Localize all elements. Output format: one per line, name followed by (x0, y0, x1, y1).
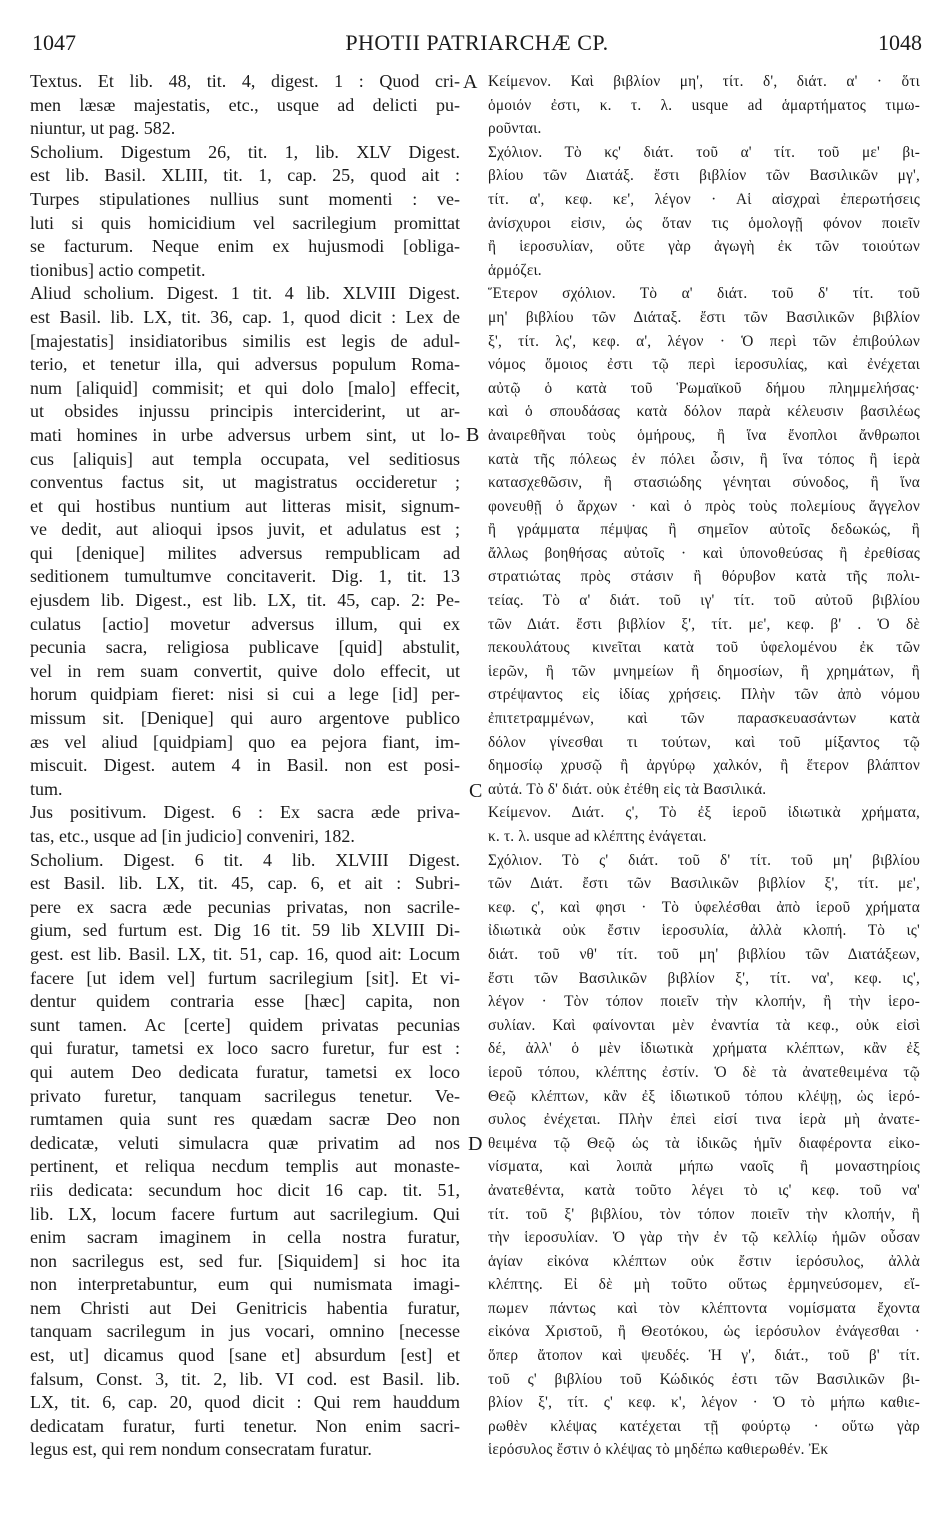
greek-text-line: πωμεν πάντως καὶ τὸν κλέπτοντα νομίσματα ἔχοντα (488, 1299, 920, 1317)
latin-text-line: lib. LX, locum facere furtum aut sacrilegium. Qui (30, 1203, 460, 1224)
latin-text-line: est Basil. lib. LX, tit. 36, cap. 1, quod dicit : Lex de (30, 306, 460, 327)
section-marker-d: D (468, 1133, 483, 1155)
latin-text-line: tanquam sacrilegum in jus vocari, omnino [necesse (30, 1321, 460, 1342)
latin-text-line: riis dedicata: secundum hoc dicit 16 cap. tit. 51, (30, 1179, 460, 1200)
greek-text-line: ὁμοιόν ἐστι, κ. τ. λ. usque ad ἁμαρτήματος τιμω- (488, 96, 920, 114)
latin-text-line: tionibus] actio competit. (30, 259, 206, 280)
greek-text-line: νίσματα, καὶ λοιπὰ μήπω ναοῖς ἢ μοναστηρίοις (488, 1158, 920, 1176)
greek-text-line: φονευθῇ ὁ ἄρχων · καὶ ὁ πρὸς τοὺς πολεμίους ἄγγελον (488, 497, 920, 515)
latin-text-line: num [aliquid] commisit; et qui dolo [malo] effecit, (30, 377, 460, 398)
greek-text-line: ροῦνται. (488, 120, 542, 138)
greek-text-line: λέγον · Τὸν τόπον ποιεῖν τὴν κλοπήν, ἢ τὴν ἱερο- (488, 993, 920, 1011)
greek-text-line: ἐπιτετραμμένων, καὶ τῶν παρασκευασάντων κατὰ (488, 710, 920, 728)
greek-text-line: ἀνίσχυροι εἰσιν, ὡς ὅταν τις ὁμολογῇ φόνον ποιεῖν (488, 214, 920, 232)
latin-text-line: facere [ut idem vel] furtum sacrilegium [sit]. Et vi- (30, 967, 460, 988)
greek-text-line: τοῦ ς' βιβλίου τοῦ Κώδικός ἐστι τῶν Βασιλικῶν βι- (488, 1370, 920, 1388)
latin-column (30, 70, 460, 1530)
latin-text-line: dedicatam furatur, furti tenetur. Non enim sacri- (30, 1415, 460, 1436)
greek-text-line: δόλον γίνεσθαι τι τούτων, καὶ τοῦ μίξαντος τῷ (488, 733, 920, 751)
latin-text-line: dedicatæ, veluti simulacra quæ privatim ad nos (30, 1132, 460, 1153)
greek-text-line: ἢ ἱεροσυλίαν, οὔτε γὰρ ἀγωγὴ ἐκ τῶν τοιούτων (488, 238, 920, 256)
greek-text-line: ἔστι τῶν Βασιλικῶν βιβλίον ξ', τίτ. να', κεφ. ις', (488, 969, 920, 987)
greek-text-line: ἀνατεθέντα, κατὰ τοῦτο λέγει τὸ ις' κεφ. τοῦ να' (488, 1181, 920, 1199)
greek-text-line: ἀναιρεθῆναι τοὺς ὁμήρους, ἢ ἵνα ἔνοπλοι ἄνθρωποι (488, 426, 920, 444)
greek-text-line: αὐτά. Τὸ δ' διάτ. οὐκ ἐτέθη εἰς τὰ Βασιλικά. (488, 780, 767, 798)
greek-text-line: θειμένα τῷ Θεῷ ὡς τὰ ἰδικῶς ἡμῖν διαφέροντα εἰκο- (488, 1134, 920, 1152)
greek-text-line: βλίον ξ', τίτ. ς' κεφ. κ', λέγον · Ὁ τὸ μήπω καθιε- (488, 1394, 920, 1412)
latin-text-line: horum quidpiam fieret: nisi si cui a lege [id] per- (30, 684, 460, 705)
latin-text-line: ut obsides injussu principis interciderint, ut ar- (30, 401, 460, 422)
latin-text-line: privato furetur, tanquam sacrilegus tenetur. Ve- (30, 1085, 460, 1106)
page-number-right: 1048 (878, 30, 922, 55)
latin-text-line: se facturum. Neque enim ex hujusmodi [obliga- (30, 236, 460, 257)
greek-text-line: στρατιώτας πρὸς στάσιν ἢ θόρυβον κατὰ τῆς πολι- (488, 568, 920, 586)
latin-text-line: sunt tamen. Ac [certe] quidem privatas pecunias (30, 1014, 460, 1035)
latin-text-line: culatus [actio] movetur adversus illum, qui ex (30, 613, 460, 634)
greek-text-line: ἱερῶν, ἢ τῶν μνημείων ἢ δημοσίων, ἢ χρημάτων, ἢ (488, 662, 920, 680)
latin-text-line: qui [denique] milites adversus rempublicam ad (30, 542, 460, 563)
greek-text-line: κατὰ τῆς πόλεως ἐν πόλει ὦσιν, ἢ ἵνα τόπος ἢ ἱερὰ (488, 450, 920, 468)
latin-text-line: enim sacram imaginem in cella nostra furatur, (30, 1227, 460, 1248)
section-marker-b: B (466, 424, 480, 446)
running-title: PHOTII PATRIARCHÆ CP. (345, 30, 609, 55)
greek-text-line: τὴν ἱεροσυλίαν. Ὁ γὰρ τὴν ἐν τῷ κελλίῳ ἡμῶν οὖσαν (488, 1229, 920, 1247)
latin-text-line: Scholium. Digest. 6 tit. 4 lib. XLVIII Digest. (30, 849, 460, 870)
greek-text-line: κατασχεθῶσιν, ἢ στασιώδης γένηται σύνοδος, ἢ ἵνα (488, 474, 920, 492)
section-marker-c: C (469, 780, 483, 802)
latin-text-line: non sacrilegus est, sed fur. [Siquidem] si hoc ita (30, 1250, 460, 1271)
greek-text-line: Κείμενον. Καὶ βιβλίον μη', τίτ. δ', διάτ. α' · ὅτι (488, 73, 920, 90)
latin-text-line: legus est, qui rem nondum consecratam furatur. (30, 1439, 372, 1460)
greek-text-line: τῶν Διάτ. ἔστι τῶν Βασιλικῶν βιβλίον ξ', τίτ. με', (488, 875, 920, 893)
greek-text-line: τῶν Διάτ. ἔστι βιβλίον ξ', τίτ. με', κεφ. β' . Ὁ δὲ (488, 615, 920, 633)
greek-text-line: ἄλλως βοηθήσας αὐτοῖς · καὶ ὑπονοθεύσας ἢ ἐρεθίσας (488, 544, 920, 562)
greek-text-line: κλέπτης. Εἰ δὲ μὴ τοῦτο οὕτως ἑρμηνεύσομεν, εἴ- (488, 1276, 920, 1294)
latin-text-line: conventus factus sit, ut magistratus occideretur ; (30, 472, 460, 493)
latin-text-line: Aliud scholium. Digest. 1 tit. 4 lib. XLVIII Digest. (30, 283, 460, 304)
latin-text-line: Scholium. Digestum 26, tit. 1, lib. XLV Digest. (30, 141, 460, 162)
latin-text-line: est Basil. lib. LX, tit. 45, cap. 6, et ait : Subri- (30, 873, 460, 894)
latin-text-line: gest. est lib. Basil. LX, tit. 51, cap. 16, quod ait: Locum (30, 943, 460, 964)
greek-text-line: Θεῷ κλέπτων, κἂν ἐξ ἰδιωτικοῦ τόπου κλέψῃ, ὡς ἱερό- (488, 1087, 920, 1105)
greek-text-line: καὶ ὁ σπουδάσας κατὰ δόλον παρὰ κέλευσιν βασιλέως (488, 403, 920, 421)
latin-text-line: mati homines in urbe adversus urbem sint, ut lo- (30, 424, 460, 445)
greek-text-line: Ἕτερον σχόλιον. Τὸ α' διάτ. τοῦ δ' τίτ. τοῦ (488, 285, 920, 303)
greek-text-line: νόμος ὅμοιος ἐστι τῷ περὶ ἱεροσυλίας, καὶ ἐνέχεται (488, 356, 920, 374)
latin-text-line: est lib. Basil. XLIII, tit. 1, cap. 25, quod ait : (30, 165, 460, 186)
greek-text-line: ἱερόσυλος ἔστιν ὁ κλέψας τὸ μηδέπω καθιερωθέν. Ἐκ (488, 1441, 829, 1459)
page-number-left: 1047 (32, 30, 76, 55)
greek-text-line: συλίαν. Καὶ φαίνονται μὲν ἐναντία τὰ κεφ., οὐκ εἰσὶ (488, 1016, 920, 1034)
greek-text-line: τίτ. τοῦ ξ' βιβλίου, τὸν τόπον ποιεῖν τὴν κλοπήν, ἢ (488, 1205, 920, 1223)
latin-text-line: cus [aliquis] aut templa occupata, vel seditiosus (30, 448, 460, 469)
greek-text-line: ἱεροῦ τόπου, κλέπτης ἐστίν. Ὁ δὲ τὰ ἀνατεθειμένα τῷ (488, 1063, 920, 1081)
greek-text-line: στρέψαντος εἰς ἰδίας χρήσεις. Πλὴν τῶν ἀπὸ νόμου (488, 686, 920, 704)
latin-text-line: pere ex sacra æde pecunias privatas, non sacrile- (30, 896, 460, 917)
latin-text-line: falsum, Const. 3, tit. 2, lib. VI cod. est Basil. lib. (30, 1368, 460, 1389)
greek-text-line: δέ, ἀλλ' ὁ μὲν ἰδιωτικὰ χρήματα κλέπτων, κἂν ἐξ (488, 1040, 920, 1058)
latin-text-line: pecunia sacra, religiosa publicave [quid] abstulit, (30, 637, 460, 658)
latin-text-line: miscuit. Digest. autem 4 in Basil. non est posi- (30, 755, 460, 776)
greek-text-line: ἰδιωτικὰ οὐκ ἔστιν ἱεροσυλία, ἀλλὰ κλοπή. Τὸ ις' (488, 922, 920, 940)
greek-text-line: τείας. Τὸ α' διάτ. τοῦ ιγ' τίτ. τοῦ αὐτοῦ βιβλίου (488, 592, 920, 610)
latin-text-line: tum. (30, 778, 63, 799)
greek-text-line: ξ', τίτ. λς', κεφ. α', λέγον · Ὁ περὶ τῶν ἐπιβούλων (488, 332, 920, 350)
greek-text-line: δημοσίῳ χρυσῷ ἢ ἀργύρῳ χαλκόν, ἢ ἕτερον βλάπτον (488, 757, 920, 775)
greek-text-line: τίτ. α', κεφ. κε', λέγον · Αἱ αἰσχραὶ ἐπερωτήσεις (488, 190, 920, 208)
greek-text-line: Σχόλιον. Τὸ κς' διάτ. τοῦ α' τίτ. τοῦ με' βι- (488, 143, 920, 161)
greek-text-line: διάτ. τοῦ νθ' τίτ. τοῦ μη' βιβλίου τῶν Διατάξεων, (488, 945, 920, 963)
latin-text-line: qui autem Deo dedicata furatur, tametsi ex loco (30, 1061, 460, 1082)
latin-text-line: æs vel aliud [quidpiam] quo ea pejora fiant, im- (30, 731, 460, 752)
page-header (32, 30, 922, 60)
greek-column (488, 70, 920, 1530)
greek-text-line: ἢ γράμματα πέμψας ἢ σημεῖον αὐτοῖς δεδωκώς, ἢ (488, 521, 920, 539)
latin-text-line: qui furatur, tametsi ex loco sacro furetur, fur est : (30, 1038, 460, 1059)
greek-text-line: κ. τ. λ. usque ad κλέπτης ἐνάγεται. (488, 828, 707, 845)
latin-text-line: men læsæ majestatis, etc., usque ad delicti pu- (30, 94, 460, 115)
latin-text-line: [majestatis] insidiatoribus similis est legis de adul- (30, 330, 460, 351)
latin-text-line: ve dedit, aut alioqui ipsos juvit, et adulatus est ; (30, 519, 460, 540)
section-marker-a: A (463, 71, 478, 93)
greek-text-line: συλος ἐνέχεται. Πλὴν ἐπεὶ εἰσί τινα ἱερὰ μὴ ἀνατε- (488, 1111, 920, 1129)
greek-text-line: Κείμενον. Διάτ. ς', Τὸ ἐξ ἱεροῦ ἰδιωτικὰ χρήματα, (488, 804, 920, 822)
greek-text-line: μη' βιβλίου τῶν Διάταξ. ἔστι τῶν Βασιλικῶν βιβλίον (488, 308, 920, 326)
latin-text-line: Jus positivum. Digest. 6 : Ex sacra æde priva- (30, 802, 460, 823)
greek-text-line: ἁγίαν εἰκόνα κλέπτων οὐκ ἔστιν ἱερόσυλος, ἀλλὰ (488, 1252, 920, 1270)
latin-text-line: seditionem tumultumve concitaverit. Dig. 1, tit. 13 (30, 566, 460, 587)
greek-text-line: ἁρμόζει. (488, 261, 542, 279)
greek-text-line: αὐτῷ ὁ κατὰ τοῦ Ῥωμαϊκοῦ δήμου πλημμελήσας· (488, 379, 920, 397)
latin-text-line: luti si quis homicidium vel sacrilegium promittat (30, 212, 460, 233)
greek-text-line: ρωθὲν κλέψας κατέχεται τῇ φούρτῳ · οὕτω γὰρ (488, 1417, 920, 1435)
latin-text-line: Turpes stipulationes nullius sunt momenti : ve- (30, 188, 460, 209)
latin-text-line: LX, tit. 6, cap. 20, quod dicit : Qui rem hauddum (30, 1392, 460, 1413)
latin-text-line: pertinent, et reliqua necdum templis aut monaste- (30, 1156, 460, 1177)
greek-text-line: πεκουλάτους κινεῖται κατὰ τοῦ ὑφελομένου ἐκ τῶν (488, 639, 920, 657)
greek-text-line: ὅπερ ἄτοπον καὶ ψευδές. Ἡ γ', διάτ., τοῦ β' τίτ. (488, 1347, 920, 1365)
greek-text-line: εἰκόνα Χριστοῦ, ἢ Θεοτόκου, ὡς ἱερόσυλον ἐνάγεσθαι · (488, 1323, 920, 1341)
latin-text-line: et qui hostibus nuntium aut litteras misit, signum- (30, 495, 460, 516)
latin-text-line: non interpretabuntur, eum qui numismata imagi- (30, 1274, 460, 1295)
latin-text-line: dentur quidem contraria esse [hæc] capita, non (30, 991, 460, 1012)
latin-text-line: gium, sed furtum est. Dig 16 tit. 59 lib XLVIII Di- (30, 920, 460, 941)
latin-text-line: nem Christi aut Dei Genitricis habentia furatur, (30, 1297, 460, 1318)
greek-text-line: Σχόλιον. Τὸ ς' διάτ. τοῦ δ' τίτ. τοῦ μη' βιβλίου (488, 851, 920, 869)
latin-text-line: rumtamen quia sunt res quædam sacræ Deo non (30, 1109, 460, 1130)
greek-text-line: κεφ. ς', καὶ φησι · Τὸ ὑφελέσθαι ἀπὸ ἱεροῦ χρήματα (488, 898, 920, 916)
greek-text-line: βλίου τῶν Διατάξ. ἔστι βιβλίον τῶν Βασιλικῶν μγ', (488, 167, 920, 185)
latin-text-line: ejusdem lib. Digest., est lib. LX, tit. 45, cap. 2: Pe- (30, 590, 460, 611)
latin-text-line: niuntur, ut pag. 582. (30, 118, 176, 139)
latin-text-line: terio, et tenetur illa, qui adversus populum Roma- (30, 354, 460, 375)
latin-text-line: est, ut] dicamus quod [sane et] absurdum [est] et (30, 1345, 460, 1366)
latin-text-line: vel in rem suam convertit, quive dolo effecit, ut (30, 660, 460, 681)
latin-text-line: tas, etc., usque ad [in judicio] conveniri, 182. (30, 826, 355, 846)
latin-text-line: Textus. Et lib. 48, tit. 4, digest. 1 : Quod cri- (30, 71, 460, 91)
latin-text-line: missum sit. [Denique] qui auro argentove publico (30, 708, 460, 729)
